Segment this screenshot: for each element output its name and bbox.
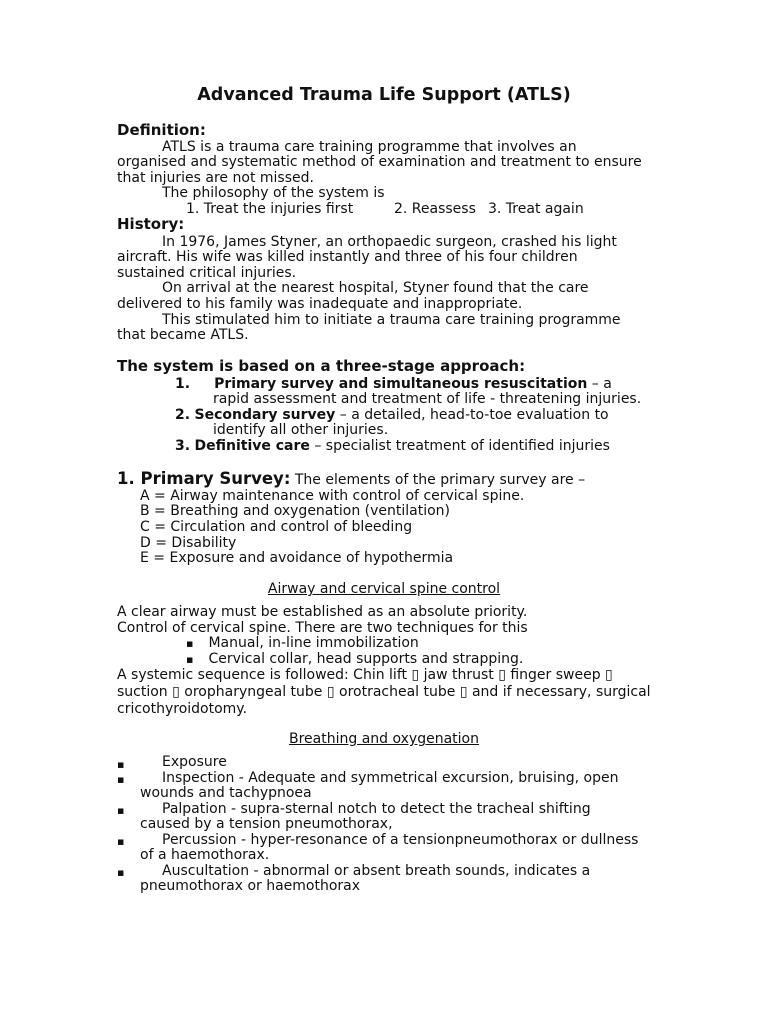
definition-line: organised and systematic method of examination and treatment to ensure <box>117 154 642 170</box>
breathing-item: Palpation - supra-sternal notch to detect the tracheal shifting <box>162 801 591 817</box>
bullet-icon: ▪ <box>117 773 125 786</box>
airway-sequence-line: suction ▯ oropharyngeal tube ▯ orotracheal tube ▯ and if necessary, surgical <box>117 684 651 700</box>
bullet-icon: ▪ <box>186 653 194 666</box>
airway-bullet-item <box>186 652 523 668</box>
breathing-item-continuation: of a haemothorax. <box>140 847 270 863</box>
system-item-title: Primary survey and simultaneous resuscitation <box>214 376 588 392</box>
airway-line: Control of cervical spine. There are two techniques for this <box>117 620 528 636</box>
primary-survey-intro-text: The elements of the primary survey are – <box>290 472 586 488</box>
history-line: delivered to his family was inadequate and inappropriate. <box>117 296 523 312</box>
philosophy-item: 3. Treat again <box>488 201 584 217</box>
system-item <box>175 439 610 455</box>
philosophy-item: 1. Treat the injuries first <box>186 201 354 217</box>
document-title: Advanced Trauma Life Support (ATLS) <box>197 85 571 105</box>
system-item-continuation: identify all other injuries. <box>213 422 389 438</box>
system-item-text: – a <box>587 376 612 392</box>
primary-survey-item: E = Exposure and avoidance of hypothermia <box>140 550 454 566</box>
airway-bullet-text: Manual, in-line immobilization <box>208 635 419 651</box>
breathing-heading: Breathing and oxygenation <box>289 731 479 747</box>
definition-line: that injuries are not missed. <box>117 170 314 186</box>
primary-survey-item: C = Circulation and control of bleeding <box>140 519 413 535</box>
philosophy-item: 2. Reassess <box>394 201 476 217</box>
philosophy-intro: The philosophy of the system is <box>162 185 385 201</box>
primary-survey-item: B = Breathing and oxygenation (ventilation) <box>140 503 451 519</box>
system-item-text: – specialist treatment of identified injuries <box>309 438 610 454</box>
primary-survey-intro <box>117 471 585 489</box>
breathing-item: Inspection - Adequate and symmetrical excursion, bruising, open <box>162 770 619 786</box>
airway-sequence-line: cricothyroidotomy. <box>117 701 248 717</box>
breathing-item: Auscultation - abnormal or absent breath sounds, indicates a <box>162 863 591 879</box>
breathing-item-continuation: wounds and tachypnoea <box>140 785 312 801</box>
system-item-title: Definitive care <box>194 438 310 454</box>
breathing-item-continuation: pneumothorax or haemothorax <box>140 878 361 894</box>
bullet-icon: ▪ <box>117 758 125 771</box>
system-item-number: 2. <box>175 407 191 423</box>
breathing-item: Exposure <box>162 754 227 770</box>
history-line: sustained critical injuries. <box>117 265 297 281</box>
breathing-item: Percussion - hyper-resonance of a tensionpneumothorax or dullness <box>162 832 639 848</box>
airway-heading: Airway and cervical spine control <box>267 581 501 597</box>
system-heading: The system is based on a three-stage approach: <box>117 357 526 375</box>
system-item-number: 1. <box>175 376 191 392</box>
history-line: In 1976, James Styner, an orthopaedic surgeon, crashed his light <box>162 234 617 250</box>
primary-survey-heading: 1. Primary Survey: <box>117 469 291 488</box>
airway-sequence-line: A systemic sequence is followed: Chin lift ▯ jaw thrust ▯ finger sweep ▯ <box>117 667 613 683</box>
primary-survey-item: D = Disability <box>140 535 237 551</box>
airway-bullet-text: Cervical collar, head supports and strapping. <box>208 651 524 667</box>
breathing-item-continuation: caused by a tension pneumothorax, <box>140 816 393 832</box>
history-heading: History: <box>117 215 185 233</box>
history-line: On arrival at the nearest hospital, Styner found that the care <box>162 280 589 296</box>
bullet-icon: ▪ <box>117 866 125 879</box>
system-item-number: 3. <box>175 438 191 454</box>
history-line: that became ATLS. <box>117 327 249 343</box>
definition-heading: Definition: <box>117 121 206 139</box>
history-line: This stimulated him to initiate a trauma care training programme <box>162 312 621 328</box>
bullet-icon: ▪ <box>117 804 125 817</box>
bullet-icon: ▪ <box>117 835 125 848</box>
airway-bullet-item <box>186 636 419 652</box>
system-item-continuation: rapid assessment and treatment of life - threatening injuries. <box>213 391 642 407</box>
airway-line: A clear airway must be established as an absolute priority. <box>117 604 528 620</box>
bullet-icon: ▪ <box>186 637 194 650</box>
definition-line: ATLS is a trauma care training programme that involves an <box>162 139 577 155</box>
history-line: aircraft. His wife was killed instantly and three of his four children <box>117 249 578 265</box>
primary-survey-item: A = Airway maintenance with control of cervical spine. <box>140 488 525 504</box>
system-item-text: – a detailed, head-to-toe evaluation to <box>335 407 609 423</box>
system-item-title: Secondary survey <box>194 407 336 423</box>
